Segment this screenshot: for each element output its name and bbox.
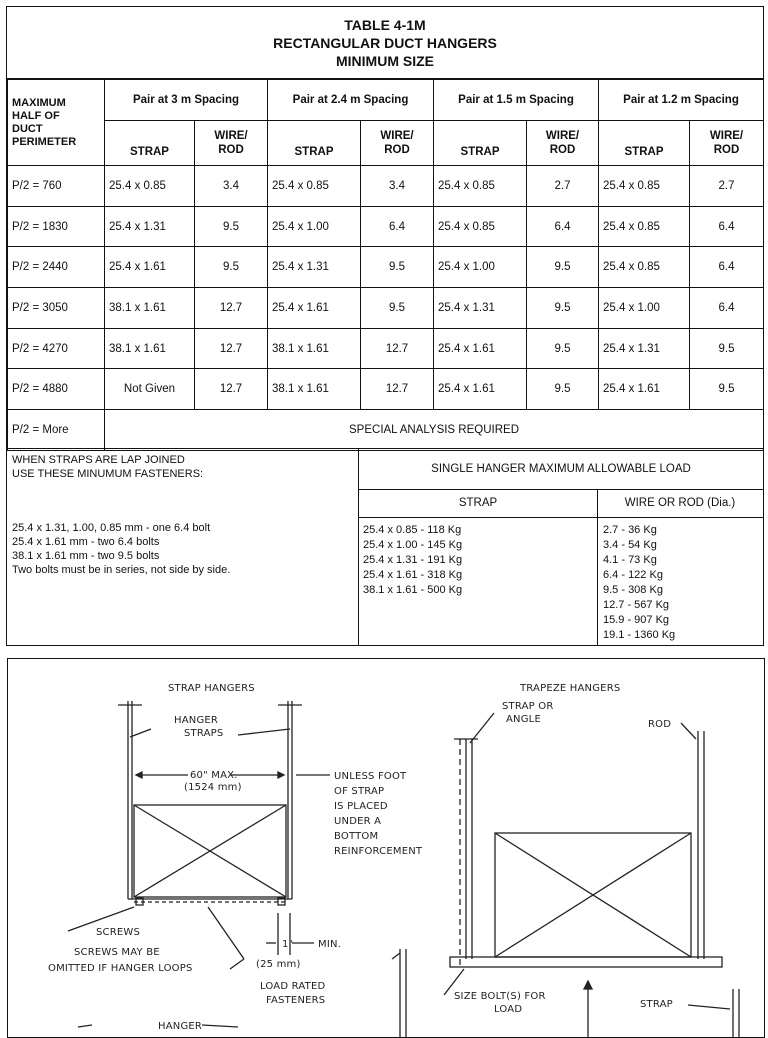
- unless-foot-note: REINFORCEMENT: [334, 846, 423, 857]
- strap-size-cell: 25.4 x 1.31: [599, 328, 690, 369]
- strap-load-item: 25.4 x 0.85 - 118 Kg: [363, 524, 462, 536]
- min-distance-label: MIN.: [318, 939, 342, 950]
- strap-load-item: 38.1 x 1.61 - 500 Kg: [363, 584, 463, 596]
- max-width-metric: (1524 mm): [184, 782, 242, 793]
- wire-rod-header: WIRE/ ROD: [195, 121, 268, 166]
- wire-load-item: 6.4 - 122 Kg: [603, 569, 663, 581]
- wire-load-item: 4.1 - 73 Kg: [603, 554, 657, 566]
- strap-size-cell: 25.4 x 1.61: [105, 247, 195, 288]
- strap-size-cell: 25.4 x 1.61: [434, 328, 527, 369]
- strap-hangers-title: STRAP HANGERS: [168, 683, 255, 694]
- table-row: [8, 206, 764, 247]
- single-hanger-wire-heading: WIRE OR ROD (Dia.): [597, 489, 763, 518]
- table-body: [8, 166, 764, 410]
- fastener-item: 25.4 x 1.61 mm - two 6.4 bolts: [12, 536, 160, 548]
- duct-hanger-table-sheet: [6, 6, 764, 646]
- strap-header: STRAP: [268, 121, 361, 166]
- perimeter-cell: P/2 = 4880: [8, 369, 105, 410]
- size-bolts-label: LOAD: [494, 1004, 523, 1015]
- wire-rod-cell: 9.5: [361, 247, 434, 288]
- wire-rod-cell: 9.5: [690, 369, 764, 410]
- wire-load-item: 19.1 - 1360 Kg: [603, 629, 676, 641]
- hanger-label-bottom: HANGER: [158, 1021, 203, 1032]
- wire-rod-header: WIRE/ ROD: [690, 121, 764, 166]
- wire-load-item: 9.5 - 308 Kg: [603, 584, 663, 596]
- strap-size-cell: 25.4 x 0.85: [434, 206, 527, 247]
- group-header-1-5m: Pair at 1.5 m Spacing: [434, 80, 599, 121]
- strap-load-item: 25.4 x 1.00 - 145 Kg: [363, 539, 463, 551]
- screws-label: SCREWS: [96, 927, 141, 938]
- wire-rod-cell: 2.7: [527, 166, 599, 207]
- table-title-line-2: RECTANGULAR DUCT HANGERS: [273, 35, 497, 51]
- perimeter-cell: P/2 = 3050: [8, 288, 105, 329]
- fastener-item: Two bolts must be in series, not side by side.: [12, 564, 231, 576]
- strap-size-cell: 25.4 x 0.85: [268, 166, 361, 207]
- strap-size-cell: 38.1 x 1.61: [268, 328, 361, 369]
- wire-rod-cell: 9.5: [690, 328, 764, 369]
- strap-header: STRAP: [105, 121, 195, 166]
- strap-load-item: 25.4 x 1.61 - 318 Kg: [363, 569, 463, 581]
- strap-load-list: [363, 523, 462, 598]
- fastener-heading-line-1: WHEN STRAPS ARE LAP JOINED: [12, 454, 185, 466]
- more-row-label: P/2 = More: [8, 410, 105, 451]
- strap-size-cell: 25.4 x 1.00: [599, 288, 690, 329]
- trapeze-hangers-title: TRAPEZE HANGERS: [520, 683, 621, 694]
- fastener-notes: [7, 449, 359, 646]
- strap-size-cell: 25.4 x 1.31: [105, 206, 195, 247]
- unless-foot-note: OF STRAP: [334, 786, 385, 797]
- wire-rod-cell: 6.4: [690, 288, 764, 329]
- wire-rod-cell: 12.7: [361, 369, 434, 410]
- group-header-2-4m: Pair at 2.4 m Spacing: [268, 80, 434, 121]
- strap-size-cell: 38.1 x 1.61: [105, 328, 195, 369]
- perimeter-column-header: MAXIMUM HALF OF DUCT PERIMETER: [8, 80, 105, 166]
- wire-rod-header: WIRE/ ROD: [361, 121, 434, 166]
- strap-header: STRAP: [599, 121, 690, 166]
- strap-size-cell: 25.4 x 1.31: [268, 247, 361, 288]
- wire-rod-cell: 9.5: [195, 206, 268, 247]
- min-distance-label: 1": [282, 939, 294, 950]
- strap-size-cell: 25.4 x 1.00: [268, 206, 361, 247]
- strap-or-angle-label: STRAP OR: [502, 701, 554, 712]
- perimeter-cell: P/2 = 2440: [8, 247, 105, 288]
- strap-label: STRAP: [640, 999, 673, 1010]
- perimeter-cell: P/2 = 4270: [8, 328, 105, 369]
- special-analysis-note: SPECIAL ANALYSIS REQUIRED: [105, 410, 764, 451]
- wire-rod-cell: 9.5: [195, 247, 268, 288]
- wire-rod-cell: 3.4: [195, 166, 268, 207]
- strap-size-cell: 25.4 x 1.31: [434, 288, 527, 329]
- screws-omitted-note: OMITTED IF HANGER LOOPS: [48, 963, 193, 974]
- strap-size-cell: 25.4 x 1.61: [268, 288, 361, 329]
- wire-rod-cell: 12.7: [195, 328, 268, 369]
- group-header-1-2m: Pair at 1.2 m Spacing: [599, 80, 764, 121]
- strap-size-cell: 25.4 x 0.85: [105, 166, 195, 207]
- wire-load-item: 3.4 - 54 Kg: [603, 539, 657, 551]
- hanger-diagram: [7, 658, 765, 1038]
- perimeter-cell: P/2 = 760: [8, 166, 105, 207]
- strap-size-cell: 25.4 x 0.85: [599, 247, 690, 288]
- load-rated-fasteners-label: LOAD RATED: [260, 981, 326, 992]
- fastener-heading-line-2: USE THESE MINUMUM FASTENERS:: [12, 468, 204, 480]
- hanger-straps-label: HANGER: [174, 715, 219, 726]
- table-row: [8, 328, 764, 369]
- wire-load-item: 15.9 - 907 Kg: [603, 614, 670, 626]
- hanger-drawing: [8, 659, 765, 1038]
- wire-rod-cell: 12.7: [361, 328, 434, 369]
- strap-size-cell: Not Given: [105, 369, 195, 410]
- fastener-item: 38.1 x 1.61 mm - two 9.5 bolts: [12, 550, 160, 562]
- lower-section: [7, 448, 763, 646]
- perimeter-cell: P/2 = 1830: [8, 206, 105, 247]
- wire-rod-cell: 3.4: [361, 166, 434, 207]
- rod-label: ROD: [648, 719, 672, 730]
- strap-size-cell: 25.4 x 0.85: [599, 206, 690, 247]
- unless-foot-note: IS PLACED: [334, 801, 388, 812]
- trapeze-angle: [450, 957, 722, 967]
- strap-size-cell: 25.4 x 1.61: [434, 369, 527, 410]
- single-hanger-strap-heading: STRAP: [359, 489, 598, 518]
- wire-rod-cell: 9.5: [527, 288, 599, 329]
- wire-rod-cell: 6.4: [690, 247, 764, 288]
- min-distance-metric: (25 mm): [256, 959, 301, 970]
- table-title: [7, 7, 763, 79]
- wire-rod-header: WIRE/ ROD: [527, 121, 599, 166]
- wire-rod-cell: 9.5: [527, 247, 599, 288]
- screws-omitted-note: SCREWS MAY BE: [74, 947, 160, 958]
- table-title-line-1: TABLE 4-1M: [344, 17, 426, 33]
- hanger-straps-label: STRAPS: [184, 728, 224, 739]
- strap-size-cell: 25.4 x 0.85: [434, 166, 527, 207]
- unless-foot-note: UNDER A: [334, 816, 382, 827]
- table-row: [8, 166, 764, 207]
- table-row: [8, 288, 764, 329]
- wire-rod-cell: 6.4: [690, 206, 764, 247]
- strap-size-cell: 25.4 x 0.85: [599, 166, 690, 207]
- single-hanger-load-table: [359, 449, 763, 646]
- wire-rod-cell: 12.7: [195, 369, 268, 410]
- wire-rod-cell: 9.5: [527, 369, 599, 410]
- strap-size-cell: 25.4 x 1.00: [434, 247, 527, 288]
- wire-load-item: 12.7 - 567 Kg: [603, 599, 670, 611]
- wire-rod-cell: 9.5: [527, 328, 599, 369]
- hanger-size-table: [7, 79, 764, 451]
- column-divider: [597, 517, 598, 646]
- strap-size-cell: 38.1 x 1.61: [268, 369, 361, 410]
- wire-load-list: [603, 523, 675, 643]
- group-header-3m: Pair at 3 m Spacing: [105, 80, 268, 121]
- table-title-line-3: MINIMUM SIZE: [336, 53, 434, 69]
- wire-rod-cell: 2.7: [690, 166, 764, 207]
- strap-or-angle-label: ANGLE: [506, 714, 541, 725]
- unless-foot-note: UNLESS FOOT: [334, 771, 407, 782]
- load-rated-fasteners-label: FASTENERS: [266, 995, 326, 1006]
- size-bolts-label: SIZE BOLT(S) FOR: [454, 991, 546, 1002]
- single-hanger-heading: SINGLE HANGER MAXIMUM ALLOWABLE LOAD: [359, 449, 763, 490]
- max-width-label: 60" MAX.: [190, 770, 238, 781]
- strap-header: STRAP: [434, 121, 527, 166]
- wire-rod-cell: 6.4: [361, 206, 434, 247]
- wire-rod-cell: 6.4: [527, 206, 599, 247]
- wire-rod-cell: 9.5: [361, 288, 434, 329]
- strap-size-cell: 25.4 x 1.61: [599, 369, 690, 410]
- strap-size-cell: 38.1 x 1.61: [105, 288, 195, 329]
- strap-load-item: 25.4 x 1.31 - 191 Kg: [363, 554, 463, 566]
- wire-load-item: 2.7 - 36 Kg: [603, 524, 657, 536]
- wire-rod-cell: 12.7: [195, 288, 268, 329]
- table-row: [8, 247, 764, 288]
- unless-foot-note: BOTTOM: [334, 831, 379, 842]
- table-row: [8, 369, 764, 410]
- fastener-item: 25.4 x 1.31, 1.00, 0.85 mm - one 6.4 bolt: [12, 522, 211, 534]
